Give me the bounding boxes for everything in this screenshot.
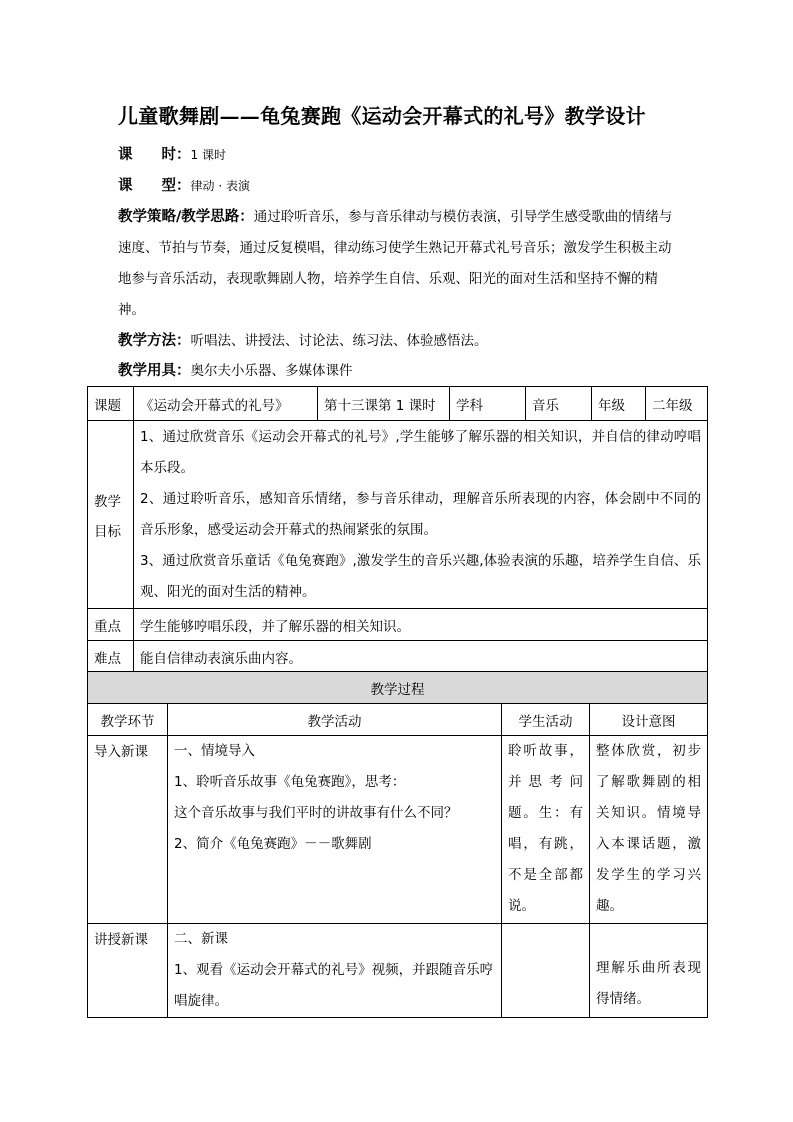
lesson-type-label: 课 型： xyxy=(118,178,191,194)
activity-line: 二、新课 xyxy=(174,931,228,947)
activity-cell xyxy=(168,924,502,1018)
tools-text: 奥尔夫小乐器、多媒体课件 xyxy=(190,363,353,379)
goals-label xyxy=(88,421,134,609)
goal-item: 2、通过聆听音乐，感知音乐情绪，参与音乐律动，理解音乐所表现的内容，体会剧中不同的音乐形象，感受运动会开幕式的热闹紧张的氛围。 xyxy=(140,490,701,538)
grade-value: 二年级 xyxy=(646,387,708,421)
activity-line: 这个音乐故事与我们平时的讲故事有什么不同？ xyxy=(174,805,458,821)
column-header-intent: 设计意图 xyxy=(590,704,708,736)
tools-label: 教学用具： xyxy=(118,363,191,379)
stage-cell: 导入新课 xyxy=(88,736,168,924)
process-row-intro xyxy=(88,736,708,924)
activity-line: 2、简介《龟兔赛跑》－－歌舞剧 xyxy=(174,836,372,852)
activity-cell xyxy=(168,736,502,924)
column-header-activity: 教学活动 xyxy=(168,704,502,736)
goal-item: 3、通过欣赏音乐童话《龟兔赛跑》,激发学生的音乐兴趣,体验表演的乐趣，培养学生自信、乐观、阳光的面对生活的精神。 xyxy=(140,552,701,600)
activity-line: 一、情境导入 xyxy=(174,743,255,759)
methods-text: 听唱法、讲授法、讨论法、练习法、体验感悟法。 xyxy=(190,333,488,349)
grade-label: 年级 xyxy=(592,387,646,421)
stage-cell: 讲授新课 xyxy=(88,924,168,1018)
student-activity-cell: 聆听故事，并思考问题。生：有唱，有跳，不是全部都说。 xyxy=(502,736,590,924)
methods-line xyxy=(118,326,684,357)
difficulty-row xyxy=(88,641,708,673)
activity-line: 1、聆听音乐故事《龟兔赛跑》，思考： xyxy=(174,774,406,790)
process-header-row xyxy=(88,672,708,704)
topic-value: 《运动会开幕式的礼号》 xyxy=(134,387,318,421)
column-header-stage: 教学环节 xyxy=(88,704,168,736)
goals-label-line-1: 教学 xyxy=(94,493,121,510)
activity-line: 1、观看《运动会开幕式的礼号》视频，并跟随音乐哼唱旋律。 xyxy=(174,962,494,1009)
teaching-process-table xyxy=(87,671,708,1018)
lesson-type-value: 律动 · 表演 xyxy=(190,179,250,193)
key-point-value: 学生能够哼唱乐段，并了解乐器的相关知识。 xyxy=(134,609,708,641)
key-point-row xyxy=(88,609,708,641)
class-hours-value: 1 课时 xyxy=(190,148,226,162)
goals-content xyxy=(134,421,708,609)
lesson-type-line xyxy=(118,176,250,196)
tools-line xyxy=(118,356,684,387)
subject-label: 学科 xyxy=(450,387,526,421)
strategy-label: 教学策略/教学思路： xyxy=(118,209,254,225)
class-hours-line xyxy=(118,145,226,165)
design-intent-cell: 理解乐曲所表现得情绪。 xyxy=(590,924,708,1018)
strategy-paragraph xyxy=(118,202,684,326)
goals-label-line-2: 目标 xyxy=(94,523,121,540)
class-hours-label: 课 时： xyxy=(118,147,191,163)
topic-row xyxy=(88,387,708,421)
design-intent-cell: 整体欣赏，初步了解歌舞剧的相关知识。情境导入本课话题，激发学生的学习兴趣。 xyxy=(590,736,708,924)
student-activity-cell xyxy=(502,924,590,1018)
methods-label: 教学方法： xyxy=(118,333,191,349)
document-title: 儿童歌舞剧——龟兔赛跑《运动会开幕式的礼号》教学设计 xyxy=(118,104,646,128)
goal-item: 1、通过欣赏音乐《运动会开幕式的礼号》,学生能够了解乐器的相关知识，并自信的律动哼唱本乐段。 xyxy=(140,428,701,476)
subject-value: 音乐 xyxy=(526,387,592,421)
process-columns-row xyxy=(88,704,708,736)
difficulty-value: 能自信律动表演乐曲内容。 xyxy=(134,641,708,673)
goals-row xyxy=(88,421,708,609)
lesson-info-table xyxy=(87,386,708,673)
column-header-student: 学生活动 xyxy=(502,704,590,736)
strategy-text: 通过聆听音乐，参与音乐律动与模仿表演，引导学生感受歌曲的情绪与速度、节拍与节奏，通过反复模唱，律动练习使学生熟记开幕式礼号音乐；激发学生积极主动地参与音乐活动，表现歌舞剧人物，培养学生自信、乐观、阳光的面对生活和坚持不懈的精神。 xyxy=(118,209,673,318)
process-header: 教学过程 xyxy=(88,672,708,704)
key-point-label: 重点 xyxy=(88,609,134,641)
topic-label: 课题 xyxy=(88,387,134,421)
difficulty-label: 难点 xyxy=(88,641,134,673)
process-row-new-lesson xyxy=(88,924,708,1018)
lesson-number: 第十三课第 1 课时 xyxy=(318,387,450,421)
